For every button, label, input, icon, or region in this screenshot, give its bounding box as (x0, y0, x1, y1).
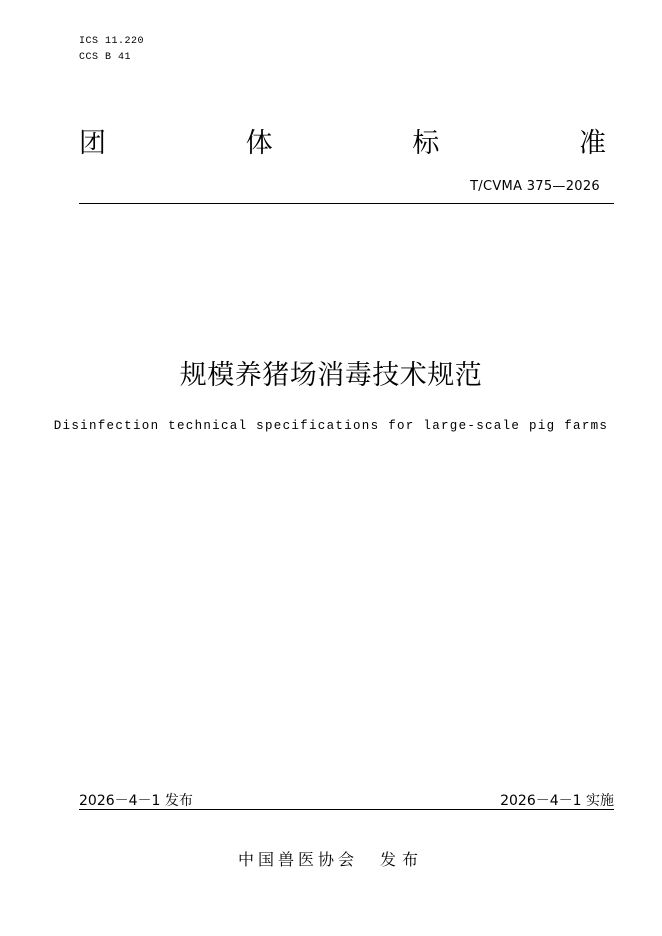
ccs-code: CCS B 41 (79, 52, 132, 63)
standard-number: T/CVMA 375—2026 (470, 179, 600, 194)
publish-date: 2026－4－1 发布 (79, 793, 193, 809)
publisher-organization: 中国兽医协会 (237, 850, 358, 869)
header-divider (79, 203, 614, 204)
document-title-english: Disinfection technical specifications for large-scale pig farms (53, 419, 609, 433)
standard-type-char: 标 (412, 128, 440, 159)
document-title-chinese: 规模养猪场消毒技术规范 (179, 360, 483, 391)
footer-divider (79, 809, 614, 810)
standard-type-char: 团 (79, 128, 106, 159)
implementation-date: 2026－4－1 实施 (500, 793, 614, 809)
classification-codes (79, 34, 144, 66)
ics-code: ICS 11.220 (79, 36, 145, 47)
publisher-line (0, 848, 662, 872)
standard-type-char: 准 (578, 128, 606, 159)
standard-type-char: 体 (245, 128, 273, 159)
publisher-action: 发布 (380, 850, 425, 869)
standard-type-heading (79, 126, 606, 162)
